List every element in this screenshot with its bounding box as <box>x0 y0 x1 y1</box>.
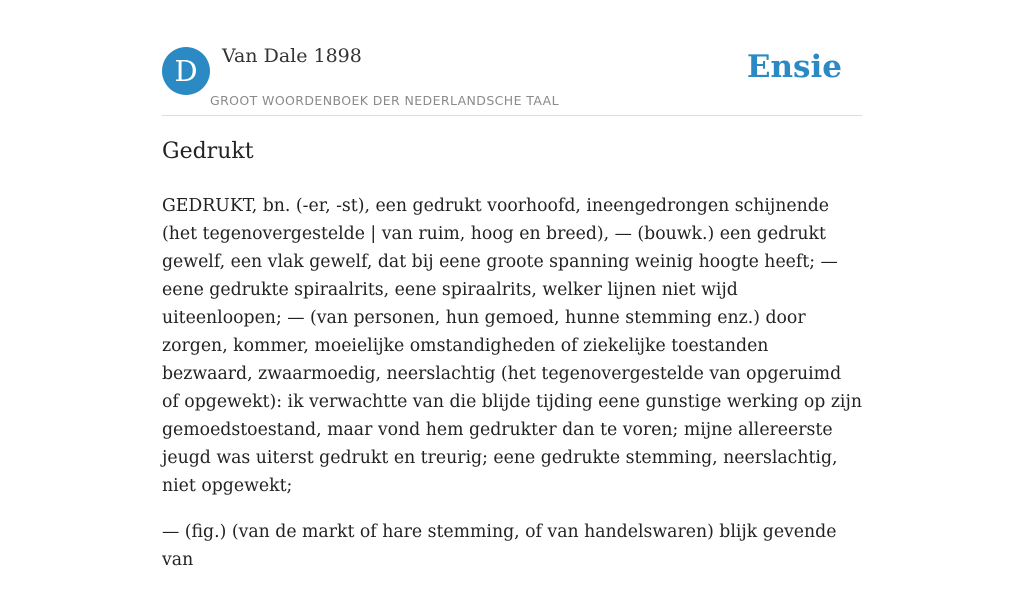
brand-logo[interactable]: Ensie <box>746 49 842 85</box>
page <box>162 0 862 570</box>
dictionary-subtitle: GROOT WOORDENBOEK DER NEDERLANDSCHE TAAL <box>210 93 559 108</box>
entry-body <box>162 192 862 592</box>
entry-paragraph: GEDRUKT, bn. (-er, -st), een gedrukt voorhoofd, ineengedrongen schijnende (het tegenovergestelde | van ruim, hoog en breed), — (bouwk.) een gedrukt gewelf, een vlak gewelf, dat bij eene groote spanning weinig hoogte heeft; — eene gedrukte spiraalrits, eene spiraalrits, welker lijnen niet wijd uiteenloopen; — (van personen, hun gemoed, hunne stemming enz.) door zorgen, kommer, moeielijke omstandigheden of ziekelijke toestanden bezwaard, zwaarmoedig, neerslachtig (het tegenovergestelde van opgeruimd of opgewekt): ik verwachtte van die blijde tijding eene gunstige werking op zijn gemoedstoestand, maar vond hem gedrukter dan te voren; mijne allereerste jeugd was uiterst gedrukt en treurig; eene gedrukte stemming, neerslachtig, niet opgewekt; <box>162 196 862 496</box>
dictionary-title[interactable]: Van Dale 1898 <box>222 45 362 67</box>
entry-title: Gedrukt <box>162 139 254 164</box>
header <box>162 0 862 116</box>
entry-paragraph: — (fig.) (van de markt of hare stemming, of van handelswaren) blijk gevende van <box>162 522 837 570</box>
dictionary-logo[interactable]: D <box>162 47 210 95</box>
